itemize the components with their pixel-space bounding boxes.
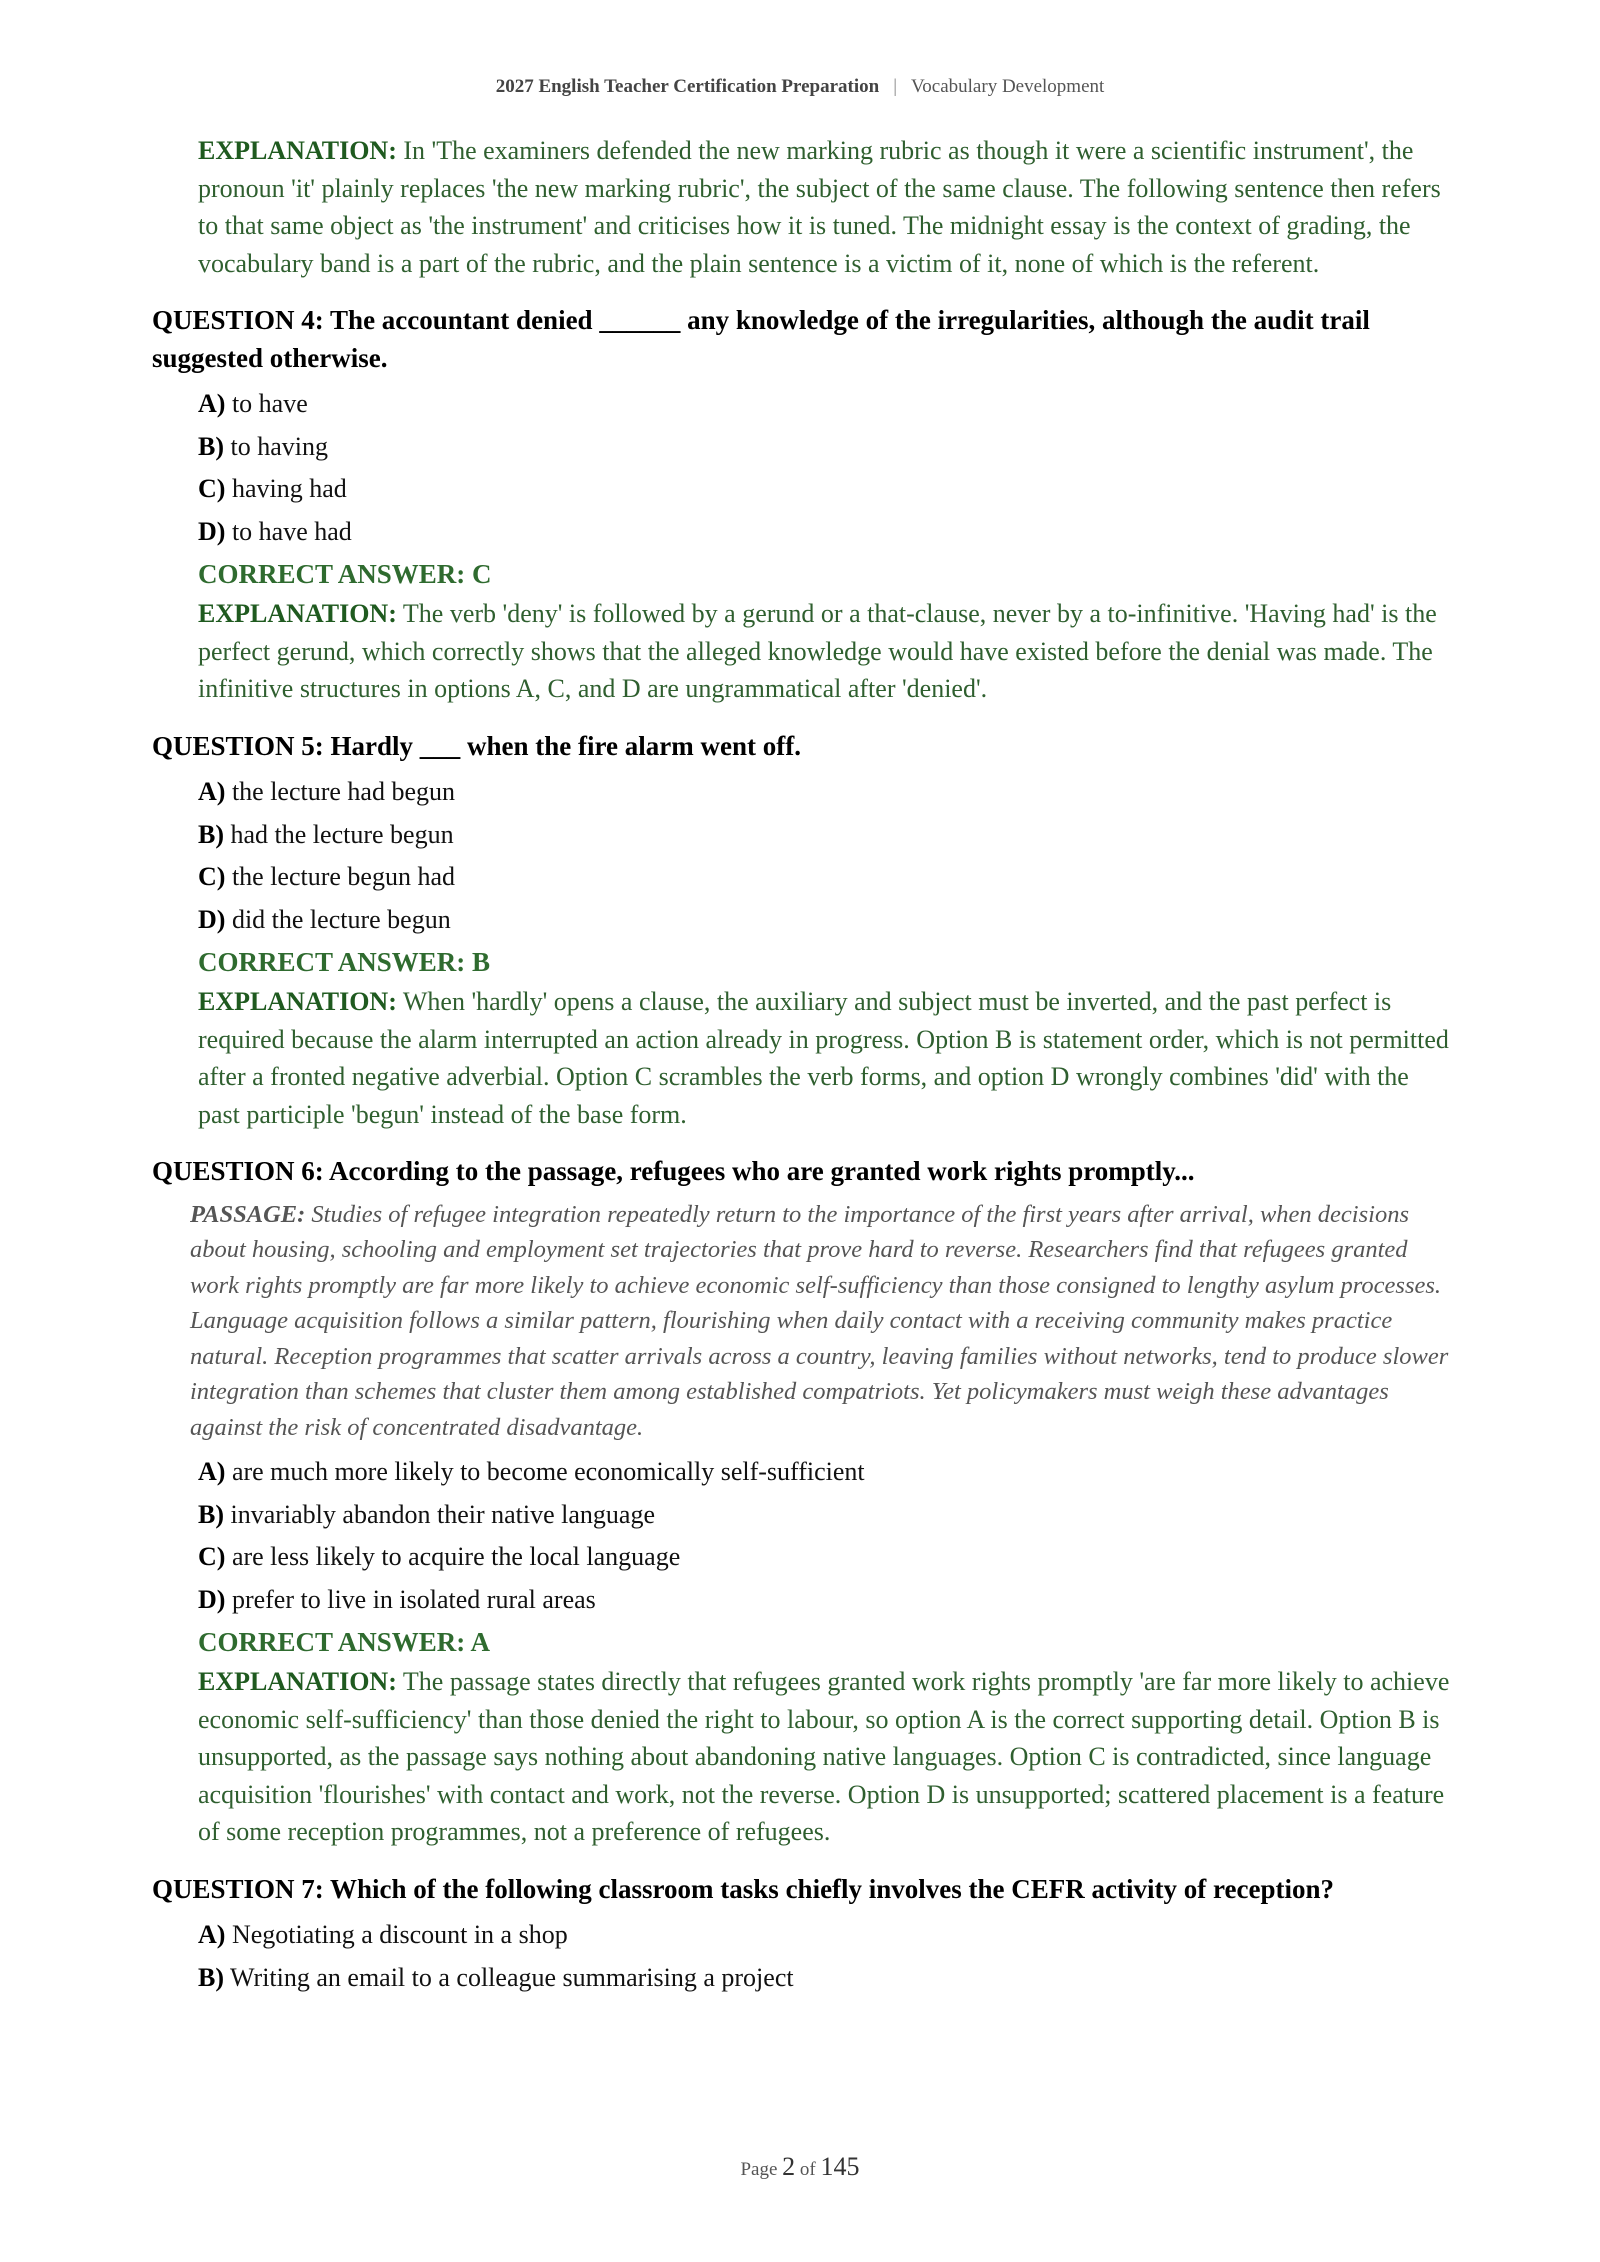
option-b[interactable] [198,1957,1452,2000]
option-letter: B) [198,1499,224,1529]
option-letter: C) [198,862,226,891]
passage-label: PASSAGE: [190,1200,306,1228]
options-list [152,1451,1452,1621]
option-a[interactable] [198,383,1452,426]
option-c[interactable] [198,468,1452,511]
option-text: Writing an email to a colleague summarising a project [230,1962,794,1992]
option-b[interactable] [198,814,1452,857]
page-content [152,132,1452,1999]
options-list [152,1914,1452,1999]
option-letter: C) [198,474,226,503]
option-text: to have had [231,516,352,546]
total-pages-number: 145 [820,2152,860,2181]
question-5 [152,728,1452,1134]
reading-passage [152,1197,1452,1446]
option-text: Negotiating a discount in a shop [231,1920,568,1949]
explanation-label: EXPLANATION: [198,987,397,1016]
option-letter: D) [198,516,226,546]
option-d[interactable] [198,899,1452,942]
question-4 [152,302,1452,708]
option-text: are less likely to acquire the local language [231,1542,681,1571]
page-header [0,76,1600,98]
header-separator: | [893,76,898,97]
question-heading: QUESTION 5: Hardly ___ when the fire alarm went off. [152,730,801,761]
options-list [152,383,1452,553]
option-text: prefer to live in isolated rural areas [231,1584,596,1614]
explanation-label: EXPLANATION: [198,599,397,628]
option-d[interactable] [198,511,1452,554]
option-text: having had [231,474,347,503]
page-footer [0,2152,1600,2182]
options-list [152,771,1452,941]
header-title: 2027 English Teacher Certification Preparation [495,76,880,97]
option-letter: B) [198,1962,224,1992]
option-letter: B) [198,431,224,461]
option-text: invariably abandon their native language [230,1499,656,1529]
question-7 [152,1871,1452,2000]
question-6 [152,1153,1452,1851]
option-text: to having [230,431,328,461]
option-c[interactable] [198,1536,1452,1579]
explanation [152,983,1452,1133]
option-letter: C) [198,1542,226,1571]
explanation-text: The passage states directly that refugees granted work rights promptly 'are far more likely to achieve economic self-sufficiency' than those denied the right to labour, so option A is the correct supporting detail. Option B is unsupported, as the passage says nothing about abandoning native languages. Option C is contradicted, since language acquisition 'flourishes' with contact and work, not the reverse. Option D is unsupported; scattered placement is a feature of some reception programmes, not a preference of refugees. [198,1667,1450,1846]
correct-answer: CORRECT ANSWER: A [198,1627,491,1657]
option-letter: D) [198,904,226,934]
option-a[interactable] [198,1914,1452,1957]
option-text: are much more likely to become economically self-sufficient [231,1457,865,1486]
question-heading: QUESTION 7: Which of the following classroom tasks chiefly involves the CEFR activity of reception? [152,1873,1334,1904]
option-a[interactable] [198,771,1452,814]
option-text: to have [231,389,308,418]
option-text: did the lecture begun [231,904,451,934]
option-c[interactable] [198,856,1452,899]
q3-explanation [152,132,1452,282]
option-letter: A) [198,389,226,418]
explanation-text: The verb 'deny' is followed by a gerund or a that-clause, never by a to-infinitive. 'Having had' is the perfect gerund, which correctly shows that the alleged knowledge would have existed before the denial was made. The infinitive structures in options A, C, and D are ungrammatical after 'denied'. [198,599,1437,703]
correct-answer: CORRECT ANSWER: C [198,559,492,589]
current-page-number: 2 [782,2152,796,2181]
option-b[interactable] [198,1494,1452,1537]
explanation-label: EXPLANATION: [198,136,397,165]
option-d[interactable] [198,1579,1452,1622]
option-letter: D) [198,1584,226,1614]
option-text: had the lecture begun [230,819,454,849]
option-text: the lecture had begun [231,777,456,806]
question-heading: QUESTION 6: According to the passage, refugees who are granted work rights promptly... [152,1156,1195,1186]
explanation [152,595,1452,708]
option-text: the lecture begun had [231,862,456,891]
header-section: Vocabulary Development [911,76,1105,97]
passage-text: Studies of refugee integration repeatedly return to the importance of the first years after arrival, when decisions about housing, schooling and employment set trajectories that prove hard to reverse. Researchers find that refugees granted work rights promptly are far more likely to achieve economic self-sufficiency than those consigned to lengthy asylum processes. Language acquisition follows a similar pattern, flourishing when daily contact with a receiving community makes practice natural. Reception programmes that scatter arrivals across a country, leaving families without networks, tend to produce slower integration than schemes that cluster them among established compatriots. Yet policymakers must weigh these advantages against the risk of concentrated disadvantage. [190,1200,1449,1441]
option-letter: A) [198,1920,226,1949]
explanation-label: EXPLANATION: [198,1667,397,1696]
page-of-label: of [799,2159,816,2180]
explanation-text: When 'hardly' opens a clause, the auxiliary and subject must be inverted, and the past perfect is required because the alarm interrupted an action already in progress. Option B is statement order, which is not permitted after a fronted negative adverbial. Option C scrambles the verb forms, and option D wrongly combines 'did' with the past participle 'begun' instead of the base form. [198,987,1449,1129]
option-letter: B) [198,819,224,849]
option-b[interactable] [198,426,1452,469]
option-a[interactable] [198,1451,1452,1494]
option-letter: A) [198,1457,226,1486]
question-heading: QUESTION 4: The accountant denied ______ any knowledge of the irregularities, although the audit trail suggested otherwise. [152,305,1370,373]
explanation [152,1663,1452,1851]
page-label: Page [740,2159,778,2180]
option-letter: A) [198,777,226,806]
explanation-text: In 'The examiners defended the new marking rubric as though it were a scientific instrument', the pronoun 'it' plainly replaces 'the new marking rubric', the subject of the same clause. The following sentence then refers to that same object as 'the instrument' and criticises how it is tuned. The midnight essay is the context of grading, the vocabulary band is a part of the rubric, and the plain sentence is a victim of it, none of which is the referent. [198,136,1441,278]
correct-answer: CORRECT ANSWER: B [198,947,491,977]
